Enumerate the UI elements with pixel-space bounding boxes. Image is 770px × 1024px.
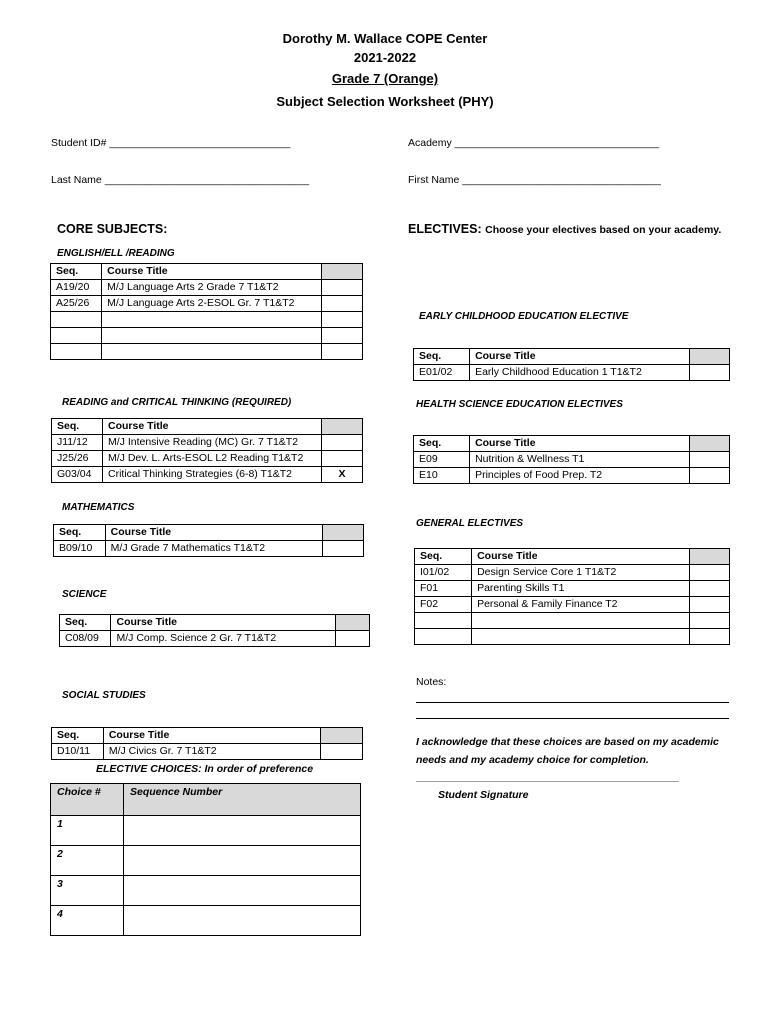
course-title-header: Course Title [103,419,322,435]
table-row [414,468,730,484]
course-cell: M/J Grade 7 Mathematics T1&T2 [105,541,323,557]
select-cell[interactable] [321,344,362,360]
social-studies-course-table [51,727,363,760]
core-subjects-heading: CORE SUBJECTS: [57,222,168,236]
choice-number-header: Choice # [51,784,124,816]
general-electives-section-title: GENERAL ELECTIVES [416,518,524,529]
select-cell[interactable] [321,312,362,328]
select-header [690,549,730,565]
early-childhood-course-table [413,348,730,381]
seq-cell: E01/02 [414,365,470,381]
table-row [415,565,730,581]
course-cell: Early Childhood Education 1 T1&T2 [470,365,690,381]
table-row [415,581,730,597]
math-section-title: MATHEMATICS [62,502,135,513]
seq-cell: D10/11 [52,744,104,760]
table-row [51,312,363,328]
seq-cell: J25/26 [52,451,103,467]
select-header [323,525,364,541]
seq-header: Seq. [414,436,470,452]
table-header-row [60,615,370,631]
reading-course-table [51,418,363,483]
table-header-row [52,419,363,435]
choice-number-cell: 4 [51,906,124,936]
course-title-header: Course Title [470,349,690,365]
course-title-header: Course Title [472,549,690,565]
course-cell: M/J Comp. Science 2 Gr. 7 T1&T2 [111,631,335,647]
notes-label: Notes: [416,676,447,688]
select-cell[interactable] [323,541,364,557]
seq-header: Seq. [54,525,106,541]
general-electives-course-table [414,548,730,645]
select-cell[interactable] [322,435,363,451]
course-cell [472,613,690,629]
sequence-number-cell[interactable] [124,846,361,876]
course-cell [102,312,322,328]
select-cell[interactable] [322,451,363,467]
course-cell: M/J Language Arts 2-ESOL Gr. 7 T1&T2 [102,296,322,312]
select-cell[interactable]: X [322,467,363,483]
course-title-header: Course Title [470,436,690,452]
table-row [414,452,730,468]
select-cell[interactable] [690,452,730,468]
science-section-title: SCIENCE [62,589,107,600]
seq-cell: F01 [415,581,472,597]
seq-header: Seq. [52,419,103,435]
seq-cell: E09 [414,452,470,468]
select-header [690,436,730,452]
table-row [52,451,363,467]
course-cell: M/J Dev. L. Arts-ESOL L2 Reading T1&T2 [103,451,322,467]
electives-instruction: Choose your electives based on your academy. [485,224,722,236]
select-cell[interactable] [321,296,362,312]
table-header-row [414,436,730,452]
social-studies-section-title: SOCIAL STUDIES [62,690,146,701]
english-course-table [50,263,363,360]
seq-cell: F02 [415,597,472,613]
table-header-row [51,264,363,280]
table-row [415,597,730,613]
notes-line-2[interactable] [416,718,729,719]
sequence-number-cell[interactable] [124,876,361,906]
worksheet-title: Subject Selection Worksheet (PHY) [276,94,494,109]
table-row [51,280,363,296]
seq-cell: C08/09 [60,631,111,647]
sequence-number-header: Sequence Number [124,784,361,816]
seq-cell: G03/04 [52,467,103,483]
school-year: 2021-2022 [353,50,417,65]
table-header-row [415,549,730,565]
select-cell[interactable] [690,365,730,381]
choice-number-cell: 1 [51,816,124,846]
select-cell[interactable] [690,581,730,597]
student-id-field[interactable]: Student ID# _______________________________ [51,137,291,149]
reading-section-title: READING and CRITICAL THINKING (REQUIRED) [62,397,292,408]
course-title-header: Course Title [103,728,320,744]
notes-line-1[interactable] [416,702,729,703]
signature-line[interactable]: _____________________________________________ [416,771,679,783]
select-cell[interactable] [690,565,730,581]
table-row [51,906,361,936]
table-row [52,435,363,451]
table-row [415,629,730,645]
course-cell [102,344,322,360]
seq-cell [51,312,102,328]
table-row [52,467,363,483]
sequence-number-cell[interactable] [124,816,361,846]
select-header [321,264,362,280]
select-cell[interactable] [690,468,730,484]
math-course-table [53,524,364,557]
table-header-row [52,728,363,744]
table-row [415,613,730,629]
seq-header: Seq. [60,615,111,631]
seq-cell: B09/10 [54,541,106,557]
course-cell: Principles of Food Prep. T2 [470,468,690,484]
science-course-table [59,614,370,647]
select-cell[interactable] [690,613,730,629]
course-cell: M/J Language Arts 2 Grade 7 T1&T2 [102,280,322,296]
table-row [52,744,363,760]
seq-header: Seq. [414,349,470,365]
choice-number-cell: 2 [51,846,124,876]
seq-header: Seq. [52,728,104,744]
select-cell[interactable] [335,631,369,647]
academy-field[interactable]: Academy ___________________________________ [408,137,660,149]
select-header [690,349,730,365]
select-cell[interactable] [321,328,362,344]
seq-cell [415,613,472,629]
seq-cell: I01/02 [415,565,472,581]
seq-cell: A25/26 [51,296,102,312]
table-header-row [54,525,364,541]
course-cell [472,629,690,645]
table-row [51,876,361,906]
seq-cell: E10 [414,468,470,484]
select-cell[interactable] [321,744,363,760]
table-row [51,846,361,876]
elective-choices-table [50,783,361,936]
first-name-field[interactable]: First Name __________________________________ [408,174,661,186]
select-header [322,419,363,435]
grade-title: Grade 7 (Orange) [331,71,439,86]
course-cell: Parenting Skills T1 [472,581,690,597]
signature-label: Student Signature [438,789,529,801]
center-name: Dorothy M. Wallace COPE Center [282,31,488,46]
course-cell: Design Service Core 1 T1&T2 [472,565,690,581]
sequence-number-cell[interactable] [124,906,361,936]
electives-label: ELECTIVES: [408,222,482,236]
course-cell [102,328,322,344]
course-cell: Nutrition & Wellness T1 [470,452,690,468]
seq-cell: J11/12 [52,435,103,451]
select-header [335,615,369,631]
table-row [51,816,361,846]
english-section-title: ENGLISH/ELL /READING [57,248,175,259]
table-row [60,631,370,647]
select-cell[interactable] [321,280,362,296]
table-header-row [51,784,361,816]
course-cell: Critical Thinking Strategies (6-8) T1&T2 [103,467,322,483]
seq-header: Seq. [51,264,102,280]
table-row [51,328,363,344]
seq-cell [51,328,102,344]
table-row [51,296,363,312]
select-header [321,728,363,744]
seq-cell [51,344,102,360]
last-name-field[interactable]: Last Name ___________________________________ [51,174,310,186]
table-header-row [414,349,730,365]
table-row [414,365,730,381]
select-cell[interactable] [690,629,730,645]
early-childhood-section-title: EARLY CHILDHOOD EDUCATION ELECTIVE [419,311,629,322]
course-cell: M/J Intensive Reading (MC) Gr. 7 T1&T2 [103,435,322,451]
seq-cell: A19/20 [51,280,102,296]
acknowledgement-text: I acknowledge that these choices are based on my academic needs and my academy choice for completion. [416,736,719,766]
table-row [54,541,364,557]
choice-number-cell: 3 [51,876,124,906]
elective-choices-title: ELECTIVE CHOICES: In order of preference [96,763,314,775]
course-title-header: Course Title [105,525,323,541]
health-science-section-title: HEALTH SCIENCE EDUCATION ELECTIVES [416,399,623,410]
select-cell[interactable] [690,597,730,613]
course-cell: M/J Civics Gr. 7 T1&T2 [103,744,320,760]
course-title-header: Course Title [111,615,335,631]
seq-cell [415,629,472,645]
course-title-header: Course Title [102,264,322,280]
electives-heading [408,222,721,236]
course-cell: Personal & Family Finance T2 [472,597,690,613]
health-science-course-table [413,435,730,484]
table-row [51,344,363,360]
seq-header: Seq. [415,549,472,565]
